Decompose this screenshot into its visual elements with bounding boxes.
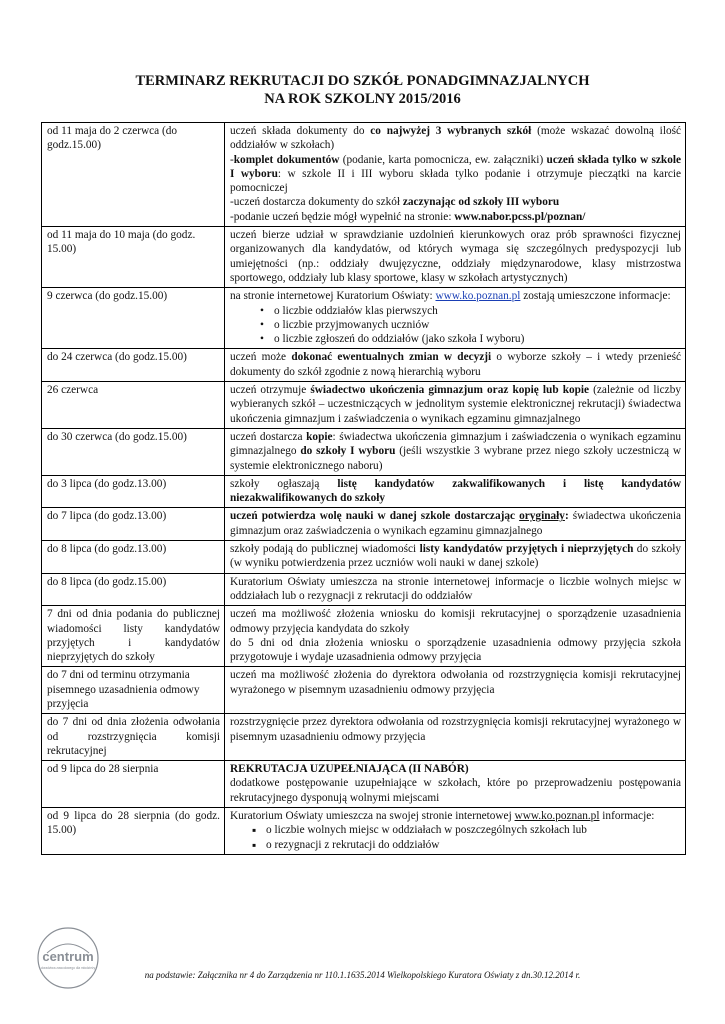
table-row	[42, 761, 686, 808]
bold-text: do szkoły I wyboru	[300, 445, 396, 458]
date-cell: do 30 czerwca (do godz.15.00)	[42, 428, 225, 475]
date-cell: do 3 lipca (do godz.13.00)	[42, 475, 225, 508]
date-cell: do 7 dni od terminu otrzymania pisemnego uzasadnienia odmowy przyjęcia	[42, 667, 225, 714]
bold-text: dokonać ewentualnych zmian w decyzji	[291, 351, 492, 364]
text: -podanie uczeń będzie mógł wypełnić na stronie:	[230, 210, 455, 223]
text: : w szkole II i III wyboru składa tylko podanie i otrzymuje pieczątki na karcie pomocniczej	[230, 167, 681, 195]
date-cell: do 7 dni od dnia złożenia odwołania od rozstrzygnięcia komisji rekrutacyjnej	[42, 714, 225, 761]
text: świadectwa ukończenia gimnazjum oraz zaświadczenia o wynikach egzaminu gimnazjalnego	[230, 510, 681, 537]
date-cell: do 8 lipca (do godz.15.00)	[42, 573, 225, 606]
paragraph: dodatkowe postępowanie uzupełniające w szkołach, które po przeprowadzeniu postępowania rekrutacyjnego dysponują wolnymi miejscami	[230, 777, 681, 804]
text: szkoły podają do publicznej wiadomości	[230, 543, 420, 556]
date-cell: 7 dni od dnia podania do publicznej wiadomości listy kandydatów przyjętych i kandydatów nieprzyjętych do szkoły	[42, 606, 225, 667]
table-row	[42, 428, 686, 475]
table-row	[42, 606, 686, 667]
text: -uczeń dostarcza dokumenty do szkół	[230, 196, 403, 209]
date-cell: do 24 czerwca (do godz.15.00)	[42, 349, 225, 382]
text: (może wskazać dowolną ilość oddziałów w szkołach)	[230, 125, 682, 152]
bold-text: uczeń składa tylko w szkole I wyboru	[230, 153, 682, 180]
description-cell	[225, 508, 686, 541]
bold-text: co najwyżej 3 wybranych szkół	[370, 125, 532, 137]
text: : świadectwa ukończenia gimnazjum i zaświadczenia o wynikach egzaminu gimnazjalnego	[230, 430, 682, 458]
bold-text: listę kandydatów zakwalifikowanych i listę kandydatów niezakwalifikowanych do szkoły	[230, 477, 681, 505]
table-row	[42, 714, 686, 761]
list-item: ▪ o rezygnacji z rekrutacji do oddziałów	[252, 838, 681, 852]
kuratorium-link[interactable]: www.ko.poznan.pl	[435, 290, 521, 303]
bold-text: uczeń potwierdza wolę nauki w danej szkole dostarczając	[230, 510, 520, 523]
title-line-1: TERMINARZ REKRUTACJI DO SZKÓŁ PONADGIMNAZJALNYCH	[135, 73, 590, 89]
list-item: • o liczbie zgłoszeń do oddziałów (jako szkoła I wyboru)	[260, 332, 681, 346]
description-cell: uczeń bierze udział w sprawdzianie uzdolnień kierunkowych oraz prób sprawności fizycznej organizowanych dla kandydatów, od których wymaga się szczególnych predyspozycji lub umiejętności (np.: oddziały dwujęzyczne, oddziały międzynarodowe, klasy mistrzostwa sportowego, oddziały lub klasy sportowe, klasy w szkołach artystycznych)	[225, 227, 686, 288]
table-row	[42, 508, 686, 541]
table-row	[42, 573, 686, 606]
description-cell: Kuratorium Oświaty umieszcza na stronie internetowej informacje o liczbie wolnych miejsc w oddziałach lub o rezygnacji z rekrutacji do oddziałów	[225, 573, 686, 606]
list-item: • o liczbie oddziałów klas pierwszych	[260, 304, 681, 318]
paragraph: uczeń ma możliwość złożenia wniosku do komisji rekrutacyjnej o sporządzenie uzasadnienia odmowy przyjęcia kandydata do szkoły	[230, 608, 681, 635]
text: uczeń otrzymuje	[230, 384, 311, 397]
text: informacje:	[599, 810, 655, 823]
table-row	[42, 667, 686, 714]
description-cell: rozstrzygnięcie przez dyrektora odwołania od rozstrzygnięcia komisji rekrutacyjnej wyrażonego w pisemnym uzasadnieniu odmowy przyjęcia	[225, 714, 686, 761]
text: (podanie, karta pomocnicza, ew. załączniki)	[339, 153, 547, 166]
description-cell: uczeń ma możliwość złożenia do dyrektora odwołania od rozstrzygnięcia komisji rekrutacyjnej wyrażonego w pisemnym uzasadnieniu odmowy przyjęcia	[225, 667, 686, 714]
info-list	[230, 304, 681, 347]
text: szkoły ogłaszają	[230, 477, 338, 490]
table-row	[42, 475, 686, 508]
bold-text: www.nabor.pcss.pl/poznan/	[454, 210, 586, 223]
title-line-2: NA ROK SZKOLNY 2015/2016	[264, 91, 461, 107]
text: uczeń może	[230, 351, 292, 364]
paragraph	[230, 153, 681, 196]
section-heading: REKRUTACJA UZUPEŁNIAJĄCA (II NABÓR)	[230, 763, 469, 776]
description-cell	[225, 606, 686, 667]
text: do szkoły (w wyniku potwierdzenia przez uczniów woli nauki w danej szkole)	[230, 543, 681, 570]
paragraph	[230, 809, 681, 823]
text: na stronie internetowej Kuratorium Oświaty:	[230, 290, 436, 303]
date-cell: do 7 lipca (do godz.13.00)	[42, 508, 225, 541]
bold-text: komplet dokumentów	[233, 153, 340, 166]
description-cell	[225, 349, 686, 382]
bold-text: kopie	[306, 430, 333, 443]
text: -	[230, 153, 234, 166]
description-cell	[225, 123, 686, 227]
paragraph	[230, 289, 681, 303]
logo-text: centrum	[42, 949, 94, 964]
list-item: • o liczbie przyjmowanych uczniów	[260, 318, 681, 332]
table-row	[42, 808, 686, 855]
date-cell: 26 czerwca	[42, 382, 225, 429]
paragraph	[230, 195, 681, 209]
date-cell: od 9 lipca do 28 sierpnia	[42, 761, 225, 808]
text: uczeń składa dokumenty do	[230, 125, 371, 137]
paragraph: do 5 dni od dnia złożenia wniosku o sporządzenie uzasadnienia odmowy przyjęcia szkoła przygotowuje i wydaje uzasadnienia odmowy przyjęcia	[230, 636, 681, 664]
text: Kuratorium Oświaty umieszcza na swojej stronie internetowej	[230, 810, 515, 823]
date-cell: od 11 maja do 2 czerwca (do godz.15.00)	[42, 123, 225, 227]
schedule-table	[41, 122, 686, 855]
info-list	[230, 823, 681, 852]
description-cell	[225, 428, 686, 475]
text: (jeśli wszystkie 3 wybrane przez niego szkoły uczestniczą w systemie elektronicznego naboru)	[230, 445, 681, 472]
text: (zależnie od liczby wybieranych szkół – uczestniczących w jednolitym systemie elektronicznej rekrutacji) świadectwa ukończenia gimnazjum i zaświadczenia o wynikach egzaminu gimnazjalnego	[230, 384, 681, 425]
date-cell: do 8 lipca (do godz.13.00)	[42, 541, 225, 574]
description-cell	[225, 288, 686, 349]
bold-text: :	[564, 510, 569, 523]
list-item: ▪ o liczbie wolnych miejsc w oddziałach w poszczególnych szkołach lub	[252, 823, 681, 837]
centrum-logo	[33, 923, 103, 993]
description-cell	[225, 541, 686, 574]
bold-text: zaczynając od szkoły III wyboru	[402, 196, 560, 209]
bold-text: świadectwo ukończenia gimnazjum oraz kopię lub kopie	[310, 384, 590, 397]
table-row	[42, 227, 686, 288]
logo-subtext: doradztwa zawodowego dla młodzieży	[40, 966, 96, 970]
description-cell	[225, 382, 686, 429]
underlined-bold-text: oryginały	[519, 510, 565, 523]
description-cell	[225, 808, 686, 855]
page-title	[0, 72, 725, 108]
paragraph	[230, 124, 681, 153]
text: uczeń dostarcza	[230, 430, 307, 443]
table-row	[42, 541, 686, 574]
text: zostają umieszczone informacje:	[520, 290, 671, 303]
bold-text: listy kandydatów przyjętych i nieprzyjętych	[419, 543, 634, 556]
date-cell: od 11 maja do 10 maja (do godz. 15.00)	[42, 227, 225, 288]
footer-note: na podstawie: Załącznika nr 4 do Zarządzenia nr 110.1.1635.2014 Wielkopolskiego Kuratora Oświaty z dn.30.12.2014 r.	[144, 970, 581, 980]
paragraph	[230, 210, 681, 224]
kuratorium-link[interactable]: www.ko.poznan.pl	[514, 810, 600, 823]
table-row	[42, 123, 686, 227]
table-row	[42, 288, 686, 349]
date-cell: 9 czerwca (do godz.15.00)	[42, 288, 225, 349]
description-cell	[225, 761, 686, 808]
date-cell: od 9 lipca do 28 sierpnia (do godz. 15.00)	[42, 808, 225, 855]
text: o wyborze szkoły – i wtedy przenieść dokumenty do szkół zgodnie z nową hierarchią wyboru	[230, 351, 681, 378]
description-cell	[225, 475, 686, 508]
table-row	[42, 349, 686, 382]
table-row	[42, 382, 686, 429]
